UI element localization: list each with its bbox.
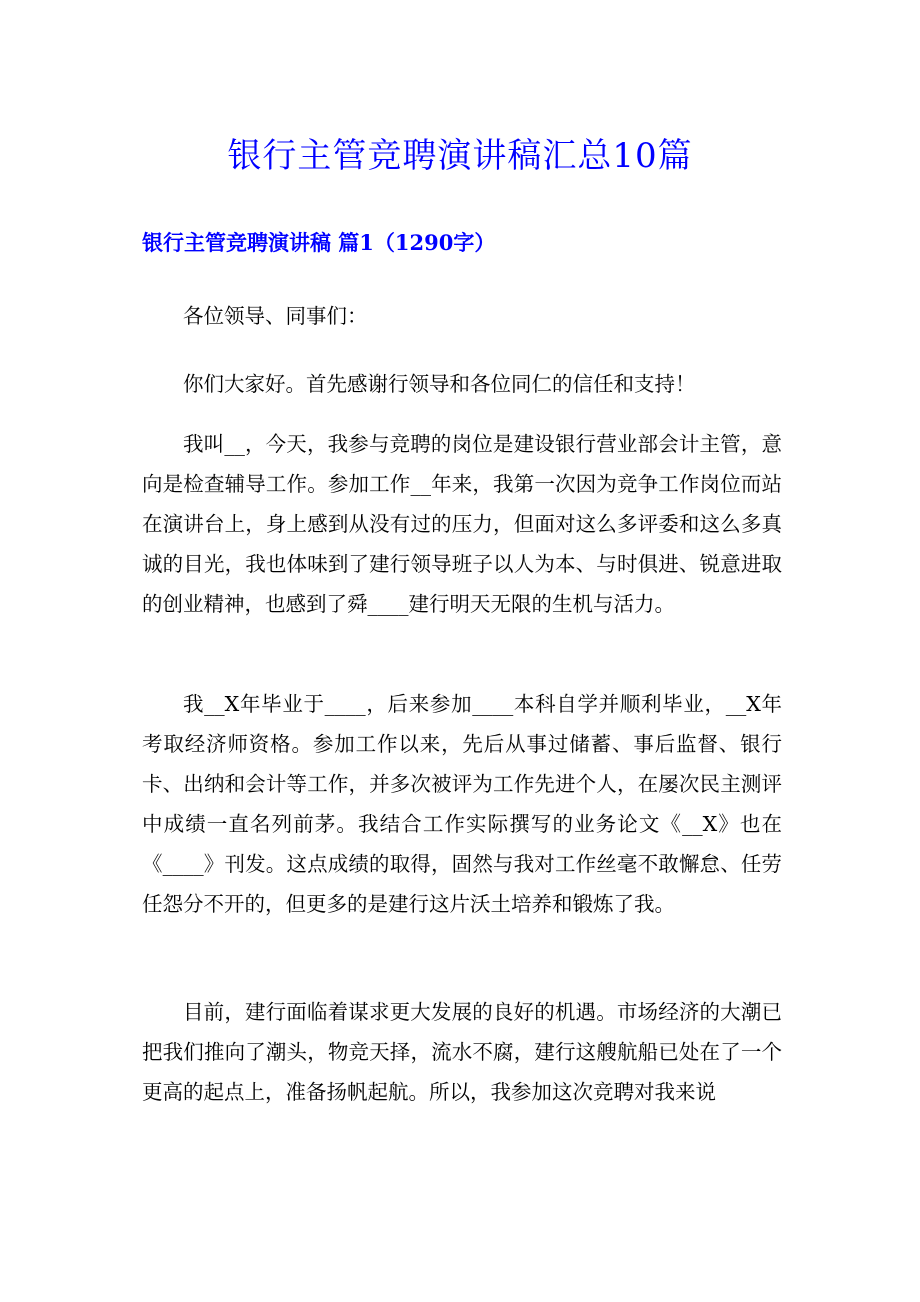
body-paragraph: 我叫__，今天，我参与竞聘的岗位是建设银行营业部会计主管，意向是检查辅导工作。参加工作__年来，我第一次因为竞争工作岗位而站在演讲台上，身上感到从没有过的压力，但面对这么多评委和这么多真诚的目光，我也体味到了建行领导班子以人为本、与时俱进、锐意进取的创业精神，也感到了舜____建行明天无限的生机与活力。 [142,432,782,616]
section-heading: 银行主管竞聘演讲稿 篇1（1290字） [142,230,496,255]
salutation-paragraph: 各位领导、同事们： [183,304,368,328]
body-paragraph: 我__X年毕业于____，后来参加____本科自学并顺利毕业，__X年考取经济师资格。参加工作以来，先后从事过储蓄、事后监督、银行卡、出纳和会计等工作，并多次被评为工作先进个人，在屡次民主测评中成绩一直名列前茅。我结合工作实际撰写的业务论文《__X》也在《____》刊发。这点成绩的取得，固然与我对工作丝毫不敢懈怠、任劳任怨分不开的，但更多的是建行这片沃土培养和锻炼了我。 [142,692,782,916]
greeting-paragraph: 你们大家好。首先感谢行领导和各位同仁的信任和支持！ [183,372,696,396]
body-paragraph: 目前，建行面临着谋求更大发展的良好的机遇。市场经济的大潮已把我们推向了潮头，物竞天择，流水不腐，建行这艘航船已处在了一个更高的起点上，准备扬帆起航。所以，我参加这次竞聘对我来说 [142,1000,782,1104]
document-title: 银行主管竞聘演讲稿汇总10篇 [227,136,693,176]
